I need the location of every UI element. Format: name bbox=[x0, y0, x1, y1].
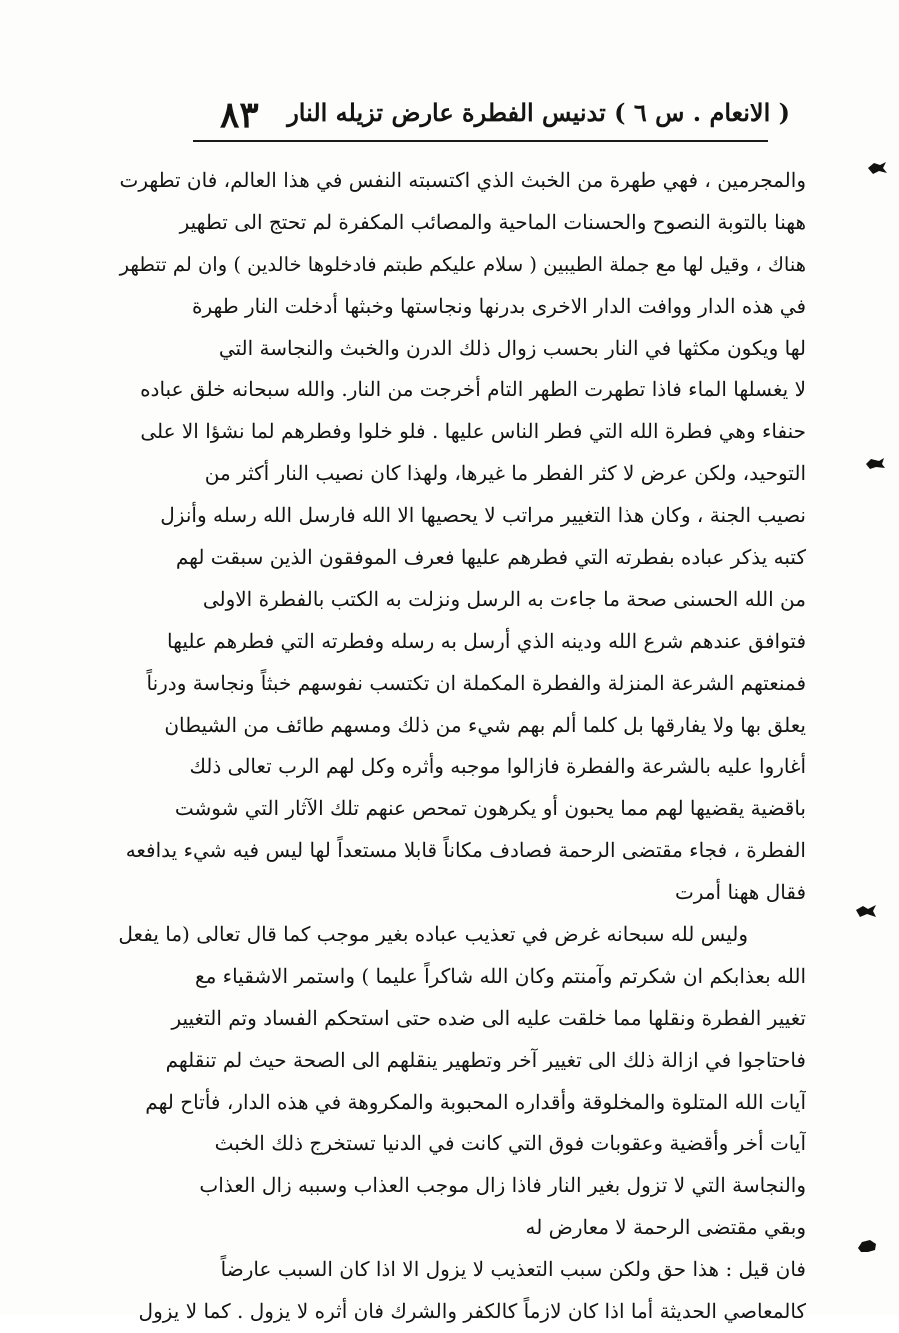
text-line: يعلق بها ولا يفارقها بل كلما ألم بهم شيء من ذلك ومسهم طائف من الشيطان bbox=[164, 712, 806, 737]
text-line: باقضية يقضيها لهم مما يحبون أو يكرهون تمحص عنهم تلك الآثار التي شوشت bbox=[174, 796, 806, 821]
text-line: أغاروا عليه بالشرعة والفطرة فازالوا موجبه وأثره وكل لهم الرب تعالى ذلك bbox=[189, 754, 806, 779]
text-line: فتوافق عندهم شرع الله ودينه الذي أرسل به رسله وفطرته التي فطرهم عليها bbox=[167, 628, 806, 653]
text-line: كتبه يذكر عباده بفطرته التي فطرهم عليها فعرف الموفقون الذين سبقت لهم bbox=[175, 545, 806, 570]
text-line: تغيير الفطرة ونقلها مما خلقت عليه الى ضده حتى استحكم الفساد وتم التغيير bbox=[171, 1005, 806, 1030]
text-line: وليس لله سبحانه غرض في تعذيب عباده بغير موجب كما قال تعالى (ما يفعل bbox=[118, 922, 748, 947]
text-line: كالمعاصي الحديثة أما اذا كان لازماً كالكفر والشرك فان أثره لا يزول . كما لا يزول bbox=[138, 1299, 806, 1324]
text-line: نصيب الجنة ، وكان هذا التغيير مراتب لا يحصيها الا الله فارسل الله رسله وأنزل bbox=[160, 503, 806, 528]
header-rule bbox=[193, 140, 768, 142]
margin-ornament-icon bbox=[866, 160, 888, 176]
text-line: آيات أخر وأقضية وعقوبات فوق التي كانت في الدنيا تستخرج ذلك الخبث bbox=[214, 1131, 806, 1156]
header-title: ( الانعام . س ٦ ) تدنيس الفطرة عارض تزيله النار bbox=[287, 98, 790, 127]
running-header bbox=[150, 94, 790, 140]
text-line: حنفاء وهي فطرة الله التي فطر الناس عليها . فلو خلوا وفطرهم لما نشؤا الا على bbox=[140, 419, 806, 444]
text-line: والنجاسة التي لا تزول بغير النار فاذا زال موجب العذاب وسببه زال العذاب bbox=[199, 1173, 806, 1198]
text-line: الفطرة ، فجاء مقتضى الرحمة فصادف مكاناً قابلا مستعداً لها ليس فيه شيء يدافعه bbox=[125, 838, 806, 863]
text-line: والمجرمين ، فهي طهرة من الخبث الذي اكتسبته النفس في هذا العالم، فان تطهرت bbox=[119, 168, 806, 192]
text-line: من الله الحسنى صحة ما جاءت به الرسل ونزلت به الكتب بالفطرة الاولى bbox=[202, 586, 806, 611]
text-line: هناك ، وقيل لها مع جملة الطيبين ( سلام عليكم طبتم فادخلوها خالدين ) وان لم تتطهر bbox=[119, 252, 806, 276]
text-line: وبقي مقتضى الرحمة لا معارض له bbox=[525, 1215, 806, 1240]
text-line: التوحيد، ولكن عرض لا كثر الفطر ما غيرها، ولهذا كان نصيب النار أكثر من bbox=[204, 461, 806, 486]
text-line: فمنعتهم الشرعة المنزلة والفطرة المكملة ان تكتسب نفوسهم خبثاً ونجاسة ودرناً bbox=[146, 670, 806, 695]
text-line: فان قيل : هذا حق ولكن سبب التعذيب لا يزول الا اذا كان السبب عارضاً bbox=[220, 1257, 806, 1282]
margin-ornament-icon bbox=[855, 903, 877, 919]
text-line: ههنا بالتوبة النصوح والحسنات الماحية والمصائب المكفرة لم تحتج الى تطهير bbox=[179, 209, 806, 234]
text-line: فقال ههنا أمرت bbox=[674, 880, 806, 905]
text-line: آيات الله المتلوة والمخلوقة وأقداره المحبوبة والمكروهة في هذه الدار، فأتاح لهم bbox=[145, 1089, 806, 1114]
text-line: في هذه الدار ووافت الدار الاخرى بدرنها ونجاستها وخبثها أدخلت النار طهرة bbox=[191, 293, 806, 318]
margin-ornament-icon bbox=[864, 455, 886, 471]
text-line: لها ويكون مكثها في النار بحسب زوال ذلك الدرن والخبث والنجاسة التي bbox=[218, 335, 806, 360]
page-number: ٨٣ bbox=[220, 94, 259, 136]
text-line: فاحتاجوا في ازالة ذلك الى تغيير آخر وتطهير ينقلهم الى الصحة حيث لم تنقلهم bbox=[165, 1047, 806, 1072]
body-text bbox=[118, 160, 806, 1333]
text-line: لا يغسلها الماء فاذا تطهرت الطهر التام أخرجت من النار. والله سبحانه خلق عباده bbox=[140, 377, 806, 402]
margin-ornament-icon bbox=[856, 1238, 878, 1254]
text-line: الله بعذابكم ان شكرتم وآمنتم وكان الله شاكراً عليما ) واستمر الاشقياء مع bbox=[194, 963, 806, 988]
